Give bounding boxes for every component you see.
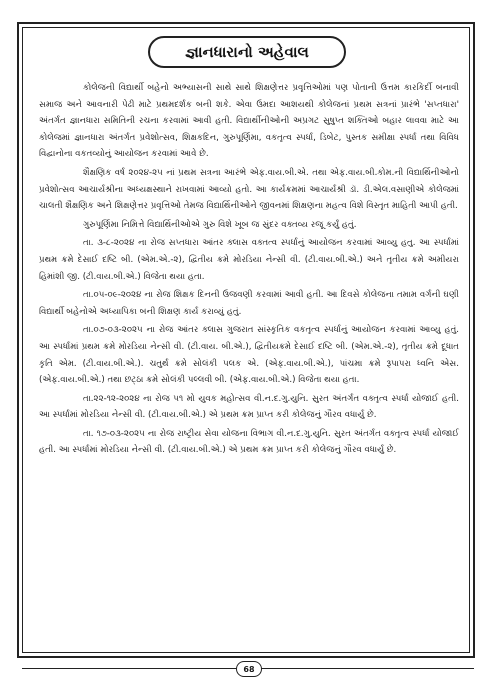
paragraph-admission: શૈક્ષણિક વર્ષ ૨૦૨૪-૨૫ નાં પ્રથમ સત્રના આરંભે એફ.વાય.બી.એ. તથા એફ.વાય.બી.કોમ.ની વિદ્યાર્થિનીઓનો પ્રવેશોત્સવ આચાર્યશ્રીના અધ્યક્ષસ્થાને રાખવામાં આવ્યો હતો. આ કાર્યક્રમમાં આચાર્યશ્રી ડૉ. ડી.એલ.વસાણીએ કોલેજમાં ચાલતી શૈક્ષણિક અને શિક્ષણેત્તર પ્રવૃત્તિઓ તેમજ વિદ્યાર્થિનીઓને જીવનમાં શિક્ષણના મહત્વ વિશે વિસ્તૃત માહિતી આપી હતી. [39,167,459,212]
paragraph-nss-competition: તા. ૧૭-૦૩-૨૦૨૫ ના રોજ રાષ્ટ્રીય સેવા યોજના વિભાગ વી.ન.દ.ગુ.યુનિ. સુરત અંતર્ગત વક્તૃત્વ સ્પર્ધા યોજાઈ હતી. આ સ્પર્ધામાં મોરડિયા નેન્સી વી. (ટી.વાય.બી.એ.) એ પ્રથમ ક્રમ પ્રાપ્ત કરી કોલેજનું ગૌરવ વધાર્યુ છે. [39,428,459,456]
paragraph-saptadhara-competition: તા. ૩-૮-૨૦૨૪ ના રોજ સપ્તધારા આંતર ક્લાસ વક્તત્વ સ્પર્ધાનું આયોજન કરવામાં આવ્યુ હતુ. આ સ્પર્ધામાં પ્રથમ ક્રમે દેસાઈ દષ્ટિ બી. (એમ.એ.-૨), દ્વિતીય ક્રમે મોરડિયા નેન્સી વી. (ટી.વાય.બી.એ.) અને તૃતીય ક્રમે અમીયરા હિમાંશી જી. (ટી.વાય.બી.એ.) વિજેતા થયા હતા. [39,238,459,282]
report-body [39,80,459,461]
paragraph-youth-festival: તા.૨૨-૧૨-૨૦૨૪ ના રોજ ૫૧ મો યુવક મહોત્સવ વી.ન.દ.ગુ.યુનિ. સુરત અંતર્ગત વક્તૃત્વ સ્પર્ધા યોજાઈ હતી. આ સ્પર્ધામાં મોરડિયા નેન્સી વી. (ટી.વાય.બી.એ.) એ પ્રથમ ક્રમ પ્રાપ્ત કરી કોલેજનું ગૌરવ વધાર્યુ છે. [39,393,459,421]
title-banner [148,36,346,68]
paragraph-gurupurnima: ગુરુપૂર્ણિમા નિમિત્તે વિદ્યાર્થિનીઓએ ગુરુ વિશે ખૂબ જ સુંદર વક્તવ્ય રજૂ કર્યું હતું. [83,219,357,230]
paragraph-gujarat-cultural-competition: તા.૦૭-૦૩-૨૦૨૫ ના રોજ આંતર ક્લાસ ગુજરાત સાંસ્કૃતિક વકતૃત્વ સ્પર્ધાનું આયોજન કરવામાં આવ્યુ હતું. આ સ્પર્ધામાં પ્રથમ ક્રમે મોરડિયા નેન્સી વી. (ટી.વાય. બી.એ.), દ્વિતીયક્રમે દેસાઈ દષ્ટિ બી. (એમ.એ.-૨), તૃતીય ક્રમે દૂધાત કૃતિ એમ. (ટી.વાય.બી.એ.). ચતુર્થ ક્રમે સોલંકી પલક એ. (એફ.વાય.બી.એ.), પાંચમા ક્રમે રૂપાપરા ધ્વનિ એસ. (એફ.વાય.બી.એ.) તથા છટ્ઠા ક્રમે સોલંકી પલ્લવી બી. (એફ.વાય.બી.એ.) વિજેતા થયા હતા. [39,325,459,386]
page-number: 68 [236,661,262,677]
paragraph-intro: કોલેજની વિદ્યાર્થી બહેનો અભ્યાસની સાથે સાથે શિક્ષણેત્તર પ્રવૃત્તિઓમાં પણ પોતાની ઉત્તમ કારકિર્દી બનાવી સમાજ અને આવનારી પેઢી માટે પ્રથમદર્શક બની શકે. એવા ઉમદા આશયથી કોલેજનાં પ્રથમ સત્રનાં પ્રારંભે 'સપ્તધારા' અંતર્ગત જ્ઞાનધારા સમિતિની રચના કરવામાં આવી હતી. વિદ્યાર્થીનીઓની અપ્રગટ સુષુપ્ત શક્તિઓ બહાર લાવવા માટે આ કોલેજમાં જ્ઞાનધારા અંતર્ગત પ્રવેશોત્સવ, શિક્ષકદિન, ગુરુપૂર્ણિમા, વકતૃત્વ સ્પર્ધા, ડિબેટ, પુસ્તક સમીક્ષા સ્પર્ધા તથા વિવિધ વિદ્વાનોના વકતવ્યોનું આયોજન કરવામાં આવે છે. [39,83,459,160]
paragraph-teachers-day: તા.૦૫-૦૯-૨૦૨૪ ના રોજ શિક્ષક દિનની ઉજવણી કરવામાં આવી હતી. આ દિવસે કોલેજના તમામ વર્ગની ઘણી વિદ્યાર્થી બહેનોએ અધ્યાપિકા બની શિક્ષણ કાર્ય કરાવ્યું હતું. [39,290,459,317]
page-title: જ્ઞાનધારાનો અહેવાલ [185,43,309,61]
